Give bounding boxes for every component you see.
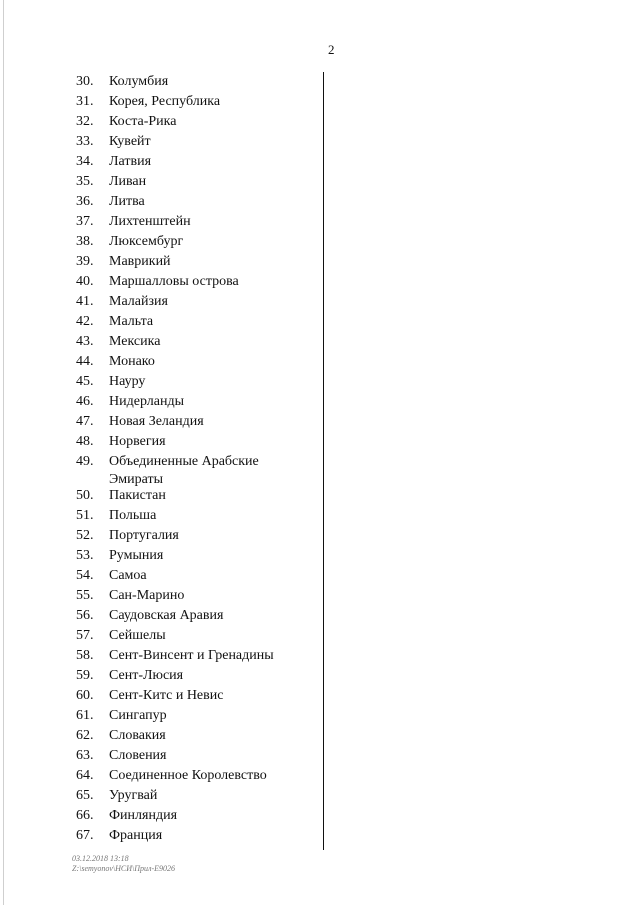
list-item — [0, 112, 330, 132]
list-item — [0, 72, 330, 92]
item-number: 44. — [76, 354, 94, 369]
item-name: Словакия — [109, 728, 166, 743]
list-item — [0, 786, 330, 806]
item-name: Пакистан — [109, 488, 166, 503]
list-item — [0, 606, 330, 626]
item-number: 39. — [76, 254, 94, 269]
item-number: 67. — [76, 828, 94, 843]
item-number: 60. — [76, 688, 94, 703]
item-number: 51. — [76, 508, 94, 523]
list-item — [0, 826, 330, 846]
footer-file-path: Z:\semyonov\НСИ\Прил-Е9026 — [72, 864, 176, 873]
item-name: Мальта — [109, 314, 154, 329]
item-name: Объединенные Арабские Эмираты — [109, 454, 259, 487]
item-name: Сан-Марино — [109, 588, 185, 603]
list-item — [0, 806, 330, 826]
item-number: 36. — [76, 194, 94, 209]
item-name: Нидерланды — [109, 394, 184, 409]
list-item — [0, 586, 330, 606]
list-item — [0, 152, 330, 172]
item-number: 34. — [76, 154, 94, 169]
item-name: Маршалловы острова — [109, 274, 239, 289]
list-item — [0, 292, 330, 312]
item-name: Сент-Винсент и Гренадины — [109, 648, 274, 663]
item-number: 54. — [76, 568, 94, 583]
item-name: Маврикий — [109, 254, 171, 269]
list-item — [0, 332, 330, 352]
item-number: 42. — [76, 314, 94, 329]
list-item — [0, 486, 330, 506]
item-number: 61. — [76, 708, 94, 723]
list-item — [0, 212, 330, 232]
item-name: Корея, Республика — [109, 94, 221, 109]
country-list — [0, 72, 330, 846]
item-number: 63. — [76, 748, 94, 763]
list-item — [0, 766, 330, 786]
item-number: 37. — [76, 214, 94, 229]
list-item — [0, 312, 330, 332]
list-item — [0, 526, 330, 546]
list-item — [0, 392, 330, 412]
item-number: 33. — [76, 134, 94, 149]
list-item — [0, 546, 330, 566]
item-number: 40. — [76, 274, 94, 289]
item-name: Сингапур — [109, 708, 167, 723]
item-number: 43. — [76, 334, 94, 349]
list-item — [0, 192, 330, 212]
list-item — [0, 172, 330, 192]
item-number: 30. — [76, 74, 94, 89]
list-item — [0, 252, 330, 272]
item-name: Финляндия — [109, 808, 178, 823]
list-item — [0, 272, 330, 292]
item-name: Франция — [109, 828, 163, 843]
document-footer — [72, 854, 175, 874]
item-name: Сент-Китс и Невис — [109, 688, 224, 703]
item-number: 47. — [76, 414, 94, 429]
list-item — [0, 646, 330, 666]
list-item — [0, 372, 330, 392]
item-name: Новая Зеландия — [109, 414, 204, 429]
item-number: 41. — [76, 294, 94, 309]
item-number: 45. — [76, 374, 94, 389]
item-number: 58. — [76, 648, 94, 663]
item-number: 62. — [76, 728, 94, 743]
item-number: 64. — [76, 768, 94, 783]
list-item — [0, 666, 330, 686]
item-name: Монако — [109, 354, 155, 369]
item-name: Ливан — [109, 174, 147, 189]
list-item — [0, 686, 330, 706]
item-name: Сент-Люсия — [109, 668, 184, 683]
item-name: Португалия — [109, 528, 179, 543]
item-name: Словения — [109, 748, 167, 763]
list-item — [0, 452, 330, 486]
item-name: Мексика — [109, 334, 161, 349]
list-item — [0, 626, 330, 646]
item-number: 66. — [76, 808, 94, 823]
item-number: 46. — [76, 394, 94, 409]
item-number: 50. — [76, 488, 94, 503]
list-item — [0, 92, 330, 112]
item-number: 52. — [76, 528, 94, 543]
item-name: Колумбия — [109, 74, 169, 89]
item-number: 53. — [76, 548, 94, 563]
item-number: 49. — [76, 454, 94, 469]
item-number: 31. — [76, 94, 94, 109]
list-item — [0, 506, 330, 526]
item-name: Кувейт — [109, 134, 151, 149]
item-name: Лихтенштейн — [109, 214, 191, 229]
item-name: Самоа — [109, 568, 147, 583]
item-name: Коста-Рика — [109, 114, 177, 129]
list-item — [0, 746, 330, 766]
item-name: Норвегия — [109, 434, 166, 449]
item-name: Науру — [109, 374, 146, 389]
item-number: 57. — [76, 628, 94, 643]
item-name: Соединенное Королевство — [109, 768, 267, 783]
list-item — [0, 232, 330, 252]
list-item — [0, 566, 330, 586]
footer-timestamp: 03.12.2018 13:18 — [72, 854, 129, 863]
item-name: Польша — [109, 508, 157, 523]
item-number: 35. — [76, 174, 94, 189]
item-number: 65. — [76, 788, 94, 803]
item-name: Уругвай — [109, 788, 158, 803]
item-name: Румыния — [109, 548, 164, 563]
item-number: 38. — [76, 234, 94, 249]
page-number: 2 — [328, 42, 335, 57]
item-name: Латвия — [109, 154, 152, 169]
item-name: Сейшелы — [109, 628, 166, 643]
item-name: Саудовская Аравия — [109, 608, 224, 623]
item-name: Люксембург — [109, 234, 184, 249]
item-number: 32. — [76, 114, 94, 129]
list-item — [0, 412, 330, 432]
item-number: 56. — [76, 608, 94, 623]
item-name: Литва — [109, 194, 145, 209]
item-number: 59. — [76, 668, 94, 683]
item-name: Малайзия — [109, 294, 168, 309]
list-item — [0, 706, 330, 726]
item-number: 55. — [76, 588, 94, 603]
list-item — [0, 432, 330, 452]
list-item — [0, 352, 330, 372]
list-item — [0, 132, 330, 152]
list-item — [0, 726, 330, 746]
item-number: 48. — [76, 434, 94, 449]
